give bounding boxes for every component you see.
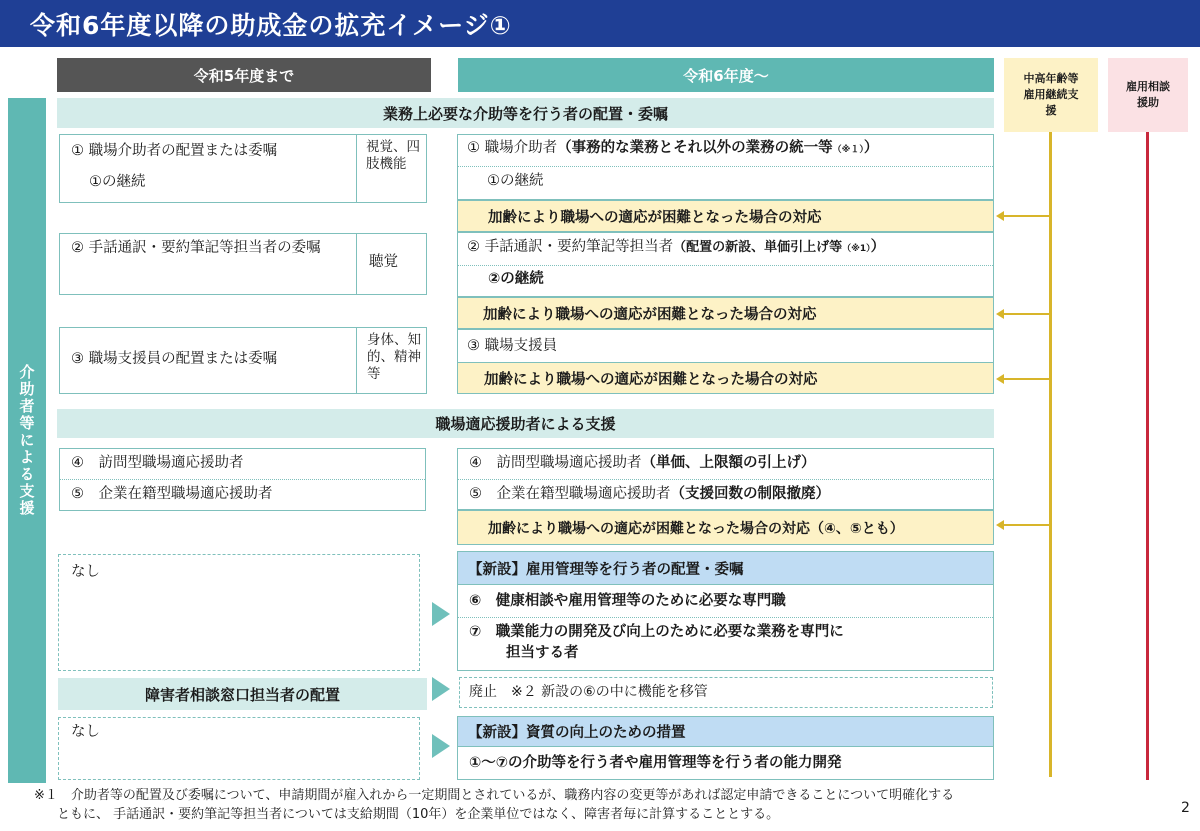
- right-row3-main: ③ 職場支援員: [467, 338, 558, 354]
- left-none-box-2: [58, 717, 420, 780]
- right-row3-aging: 加齢により職場への適応が困難となった場合の対応: [457, 362, 994, 394]
- right-row7-line1: ⑦ 職業能力の開発及び向上のために必要な業務を専門に: [469, 624, 844, 640]
- left-row1-tag: 視覚、四肢機能: [366, 139, 420, 172]
- arrow-line-1: [1004, 215, 1050, 217]
- right-row6: ⑥ 健康相談や雇用管理等のために必要な専門職: [469, 593, 786, 609]
- footnote-line1: ※１ 介助者等の配置及び委嘱について、申請期間が雇入れから一定期間とされているが、職務内容の変更等があれば認定申請できることについて明確化する: [34, 788, 955, 803]
- page-number: 2: [1181, 800, 1190, 816]
- right-row4: ④ 訪問型職場適応援助者（単価、上限額の引上げ）: [469, 455, 816, 471]
- right-new-divider-1: [458, 617, 993, 618]
- side-label-consultation: 雇用相談援助: [1126, 80, 1170, 109]
- section1-band: 業務上必要な介助等を行う者の配置・委嘱: [57, 98, 994, 128]
- left-row3-tag: 身体、知的、精神等: [367, 332, 421, 382]
- vertical-label: 介助者等による支援: [8, 98, 46, 783]
- arrow-right-1: [432, 602, 450, 626]
- red-vertical-line: [1146, 132, 1149, 780]
- right-row1-sub: ①の継続: [487, 173, 544, 189]
- arrow-head-4: [996, 520, 1004, 530]
- right-row2-sub: ②の継続: [488, 271, 544, 287]
- arrow-head-1: [996, 211, 1004, 221]
- arrow-line-2: [1004, 313, 1050, 315]
- left-row3-main: ③ 職場支援員の配置または委嘱: [71, 351, 278, 367]
- right-row1-divider: [458, 166, 993, 167]
- arrow-head-3: [996, 374, 1004, 384]
- left-row4: ④ 訪問型職場適応援助者: [71, 455, 244, 471]
- header-after: 令和6年度～: [458, 58, 994, 92]
- left-consultation-band: 障害者相談窓口担当者の配置: [58, 678, 427, 710]
- right-training-row: ①～⑦の介助等を行う者や雇用管理等を行う者の能力開発: [469, 755, 842, 771]
- right-row1-aging: 加齢により職場への適応が困難となった場合の対応: [457, 200, 994, 232]
- right-new-title-2: 【新設】資質の向上のための措置: [458, 717, 993, 747]
- left-row5: ⑤ 企業在籍型職場適応援助者: [71, 486, 273, 502]
- side-box-consultation: [1108, 58, 1188, 132]
- right-row2-divider: [458, 265, 993, 266]
- right-row2-aging: 加齢により職場への適応が困難となった場合の対応: [457, 297, 994, 329]
- footnote-line2: ともに、 手話通訳・要約筆記等担当者については支給期間（10年）を企業単位ではなく、障害者毎に計算することとする。: [57, 807, 780, 822]
- arrow-line-4: [1004, 524, 1050, 526]
- right-row45-aging: 加齢により職場への適応が困難となった場合の対応（④、⑤とも）: [457, 510, 994, 545]
- left-row1-sub: ①の継続: [89, 174, 146, 190]
- arrow-right-2: [432, 677, 450, 701]
- arrow-head-2: [996, 309, 1004, 319]
- right-row1-main: ① 職場介助者（事務的な業務とそれ以外の業務の統一等（※１））: [467, 140, 879, 156]
- left-row2-tag: 聴覚: [369, 254, 398, 270]
- arrow-line-3: [1004, 378, 1050, 380]
- left-none-2: なし: [71, 724, 100, 740]
- left-row45-divider: [60, 479, 425, 480]
- right-row45-divider: [458, 479, 993, 480]
- left-row1-main: ① 職場介助者の配置または委嘱: [71, 143, 278, 159]
- right-new-title-1: 【新設】雇用管理等を行う者の配置・委嘱: [458, 552, 993, 585]
- page-title: 令和6年度以降の助成金の拡充イメージ①: [30, 11, 512, 40]
- header-before: 令和5年度まで: [57, 58, 431, 92]
- right-row5: ⑤ 企業在籍型職場適応援助者（支援回数の制限撤廃）: [469, 486, 830, 502]
- right-abolished: 廃止 ※２ 新設の⑥の中に機能を移管: [469, 684, 708, 700]
- section2-band: 職場適応援助者による支援: [57, 409, 994, 438]
- left-none-1: なし: [71, 564, 100, 580]
- arrow-right-3: [432, 734, 450, 758]
- left-row2-main: ② 手話通訳・要約筆記等担当者の委嘱: [71, 240, 321, 256]
- right-row2-main: ② 手話通訳・要約筆記等担当者（配置の新設、単価引上げ等（※1））: [467, 239, 886, 255]
- side-label-continuing-support: 中高年齢等雇用継続支援: [1023, 72, 1079, 117]
- gold-vertical-line: [1049, 132, 1052, 777]
- side-box-continuing-support: [1004, 58, 1098, 132]
- right-row7-line2: 担当する者: [506, 645, 579, 661]
- left-none-box-1: [58, 554, 420, 671]
